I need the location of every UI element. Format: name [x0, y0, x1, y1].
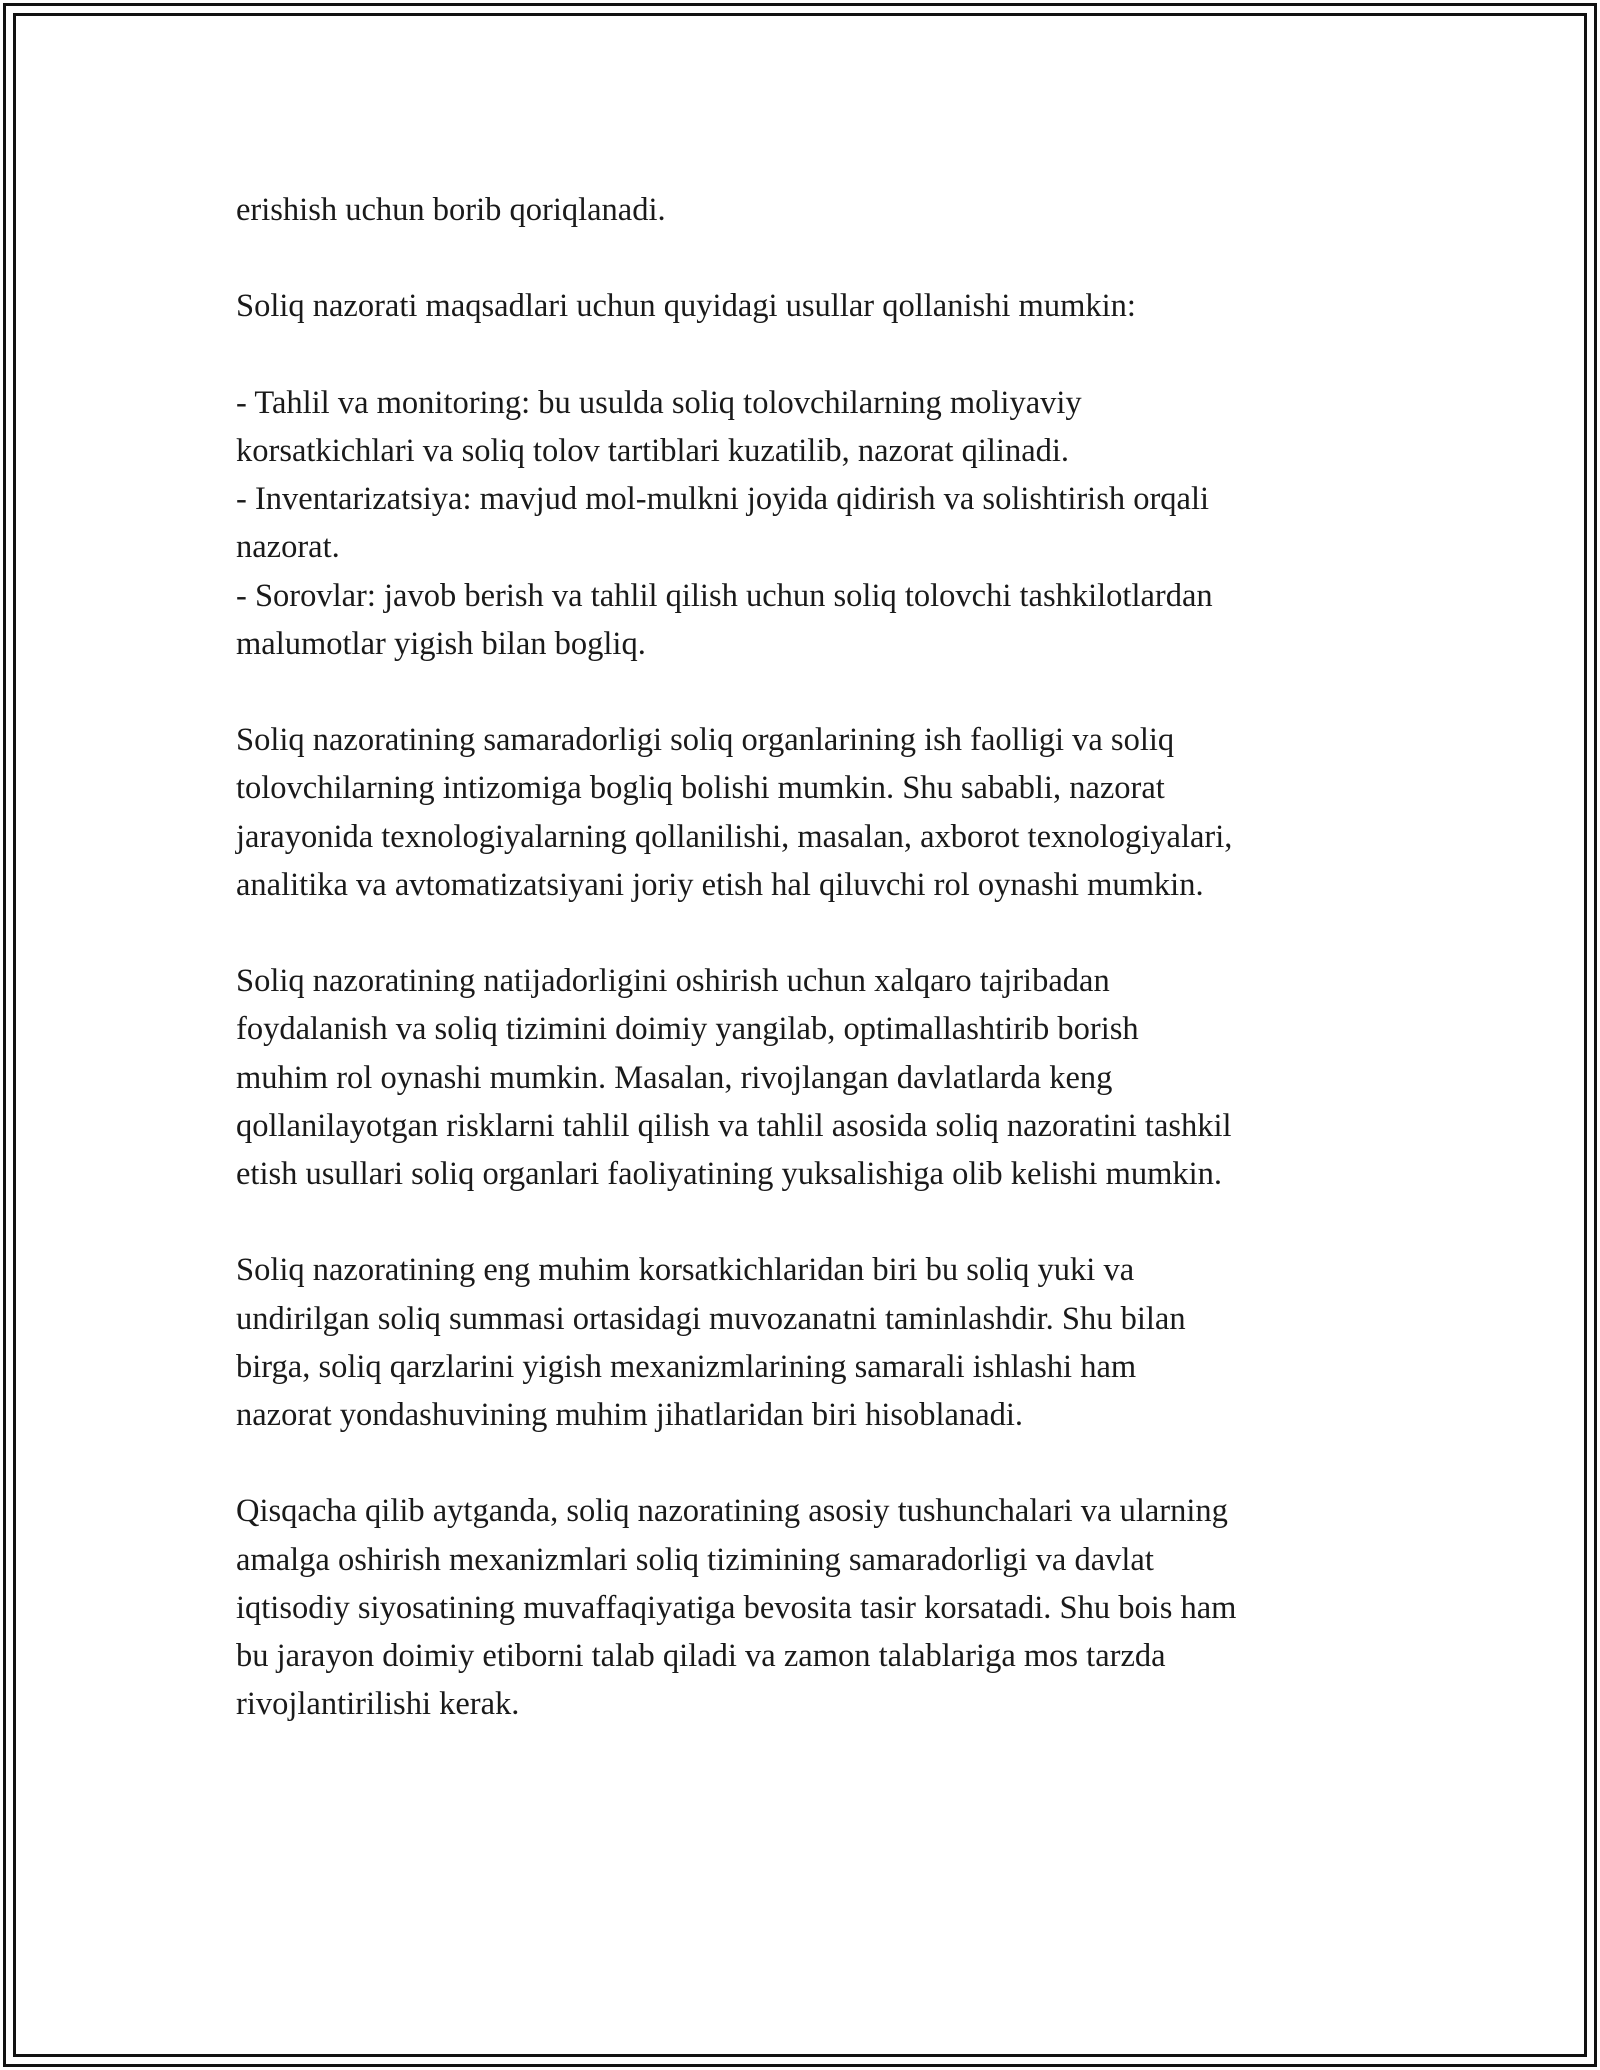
text-line: birga, soliq qarzlarini yigish mexanizmlarining samarali ishlashi ham — [236, 1348, 1137, 1385]
text-line: iqtisodiy siyosatining muvaffaqiyatiga bevosita tasir korsatadi. Shu bois ham — [236, 1589, 1237, 1626]
paragraph-methods-intro — [236, 282, 1386, 330]
text-line: rivojlantirilishi kerak. — [236, 1686, 520, 1723]
text-line: Soliq nazoratining eng muhim korsatkichlaridan biri bu soliq yuki va — [236, 1252, 1135, 1289]
text-line: korsatkichlari va soliq tolov tartiblari kuzatilib, nazorat qilinadi. — [236, 432, 1070, 469]
text-line: undirilgan soliq summasi ortasidagi muvozanatni taminlashdir. Shu bilan — [236, 1300, 1186, 1337]
list-item-monitoring: - Tahlil va monitoring: bu usulda soliq tolovchilarning moliyaviy — [236, 384, 1082, 421]
text-line: nazorat. — [236, 529, 340, 566]
text-line: muhim rol oynashi mumkin. Masalan, rivojlangan davlatlarda keng — [236, 1059, 1113, 1096]
text-line: amalga oshirish mexanizmlari soliq tizimining samaradorligi va davlat — [236, 1541, 1154, 1578]
text-line: analitika va avtomatizatsiyani joriy etish hal qiluvchi rol oynashi mumkin. — [236, 866, 1204, 903]
text-line: tolovchilarning intizomiga bogliq bolishi mumkin. Shu sababli, nazorat — [236, 770, 1165, 807]
paragraph-efficiency — [236, 716, 1386, 909]
text-line: qollanilayotgan risklarni tahlil qilish va tahlil asosida soliq nazoratini tashkil — [236, 1107, 1232, 1144]
paragraph-methods-list — [236, 379, 1386, 668]
text-line: Soliq nazorati maqsadlari uchun quyidagi usullar qollanishi mumkin: — [236, 288, 1136, 325]
paragraph-indicators — [236, 1246, 1386, 1439]
text-line: erishish uchun borib qoriqlanadi. — [236, 192, 666, 228]
text-line: Soliq nazoratining natijadorligini oshirish uchun xalqaro tajribadan — [236, 963, 1110, 1000]
text-line: nazorat yondashuvining muhim jihatlaridan biri hisoblanadi. — [236, 1397, 1024, 1433]
text-line: etish usullari soliq organlari faoliyatining yuksalishiga olib kelishi mumkin. — [236, 1156, 1223, 1192]
document-body — [236, 186, 1386, 1728]
text-line: Qisqacha qilib aytganda, soliq nazoratining asosiy tushunchalari va ularning — [236, 1493, 1228, 1530]
text-line: jarayonida texnologiyalarning qollanilishi, masalan, axborot texnologiyalari, — [236, 818, 1233, 855]
paragraph-international-experience — [236, 957, 1386, 1198]
list-item-inventory: - Inventarizatsiya: mavjud mol-mulkni joyida qidirish va solishtirish orqali — [236, 481, 1210, 518]
text-line: malumotlar yigish bilan bogliq. — [236, 625, 646, 662]
paragraph-continuation — [236, 186, 1386, 234]
text-line: bu jarayon doimiy etiborni talab qiladi va zamon talablariga mos tarzda — [236, 1638, 1166, 1674]
text-line: Soliq nazoratining samaradorligi soliq organlarining ish faolligi va soliq — [236, 722, 1175, 759]
list-item-surveys: - Sorovlar: javob berish va tahlil qilish uchun soliq tolovchi tashkilotlardan — [236, 577, 1213, 614]
text-line: foydalanish va soliq tizimini doimiy yangilab, optimallashtirib borish — [236, 1011, 1139, 1048]
paragraph-conclusion — [236, 1487, 1386, 1728]
